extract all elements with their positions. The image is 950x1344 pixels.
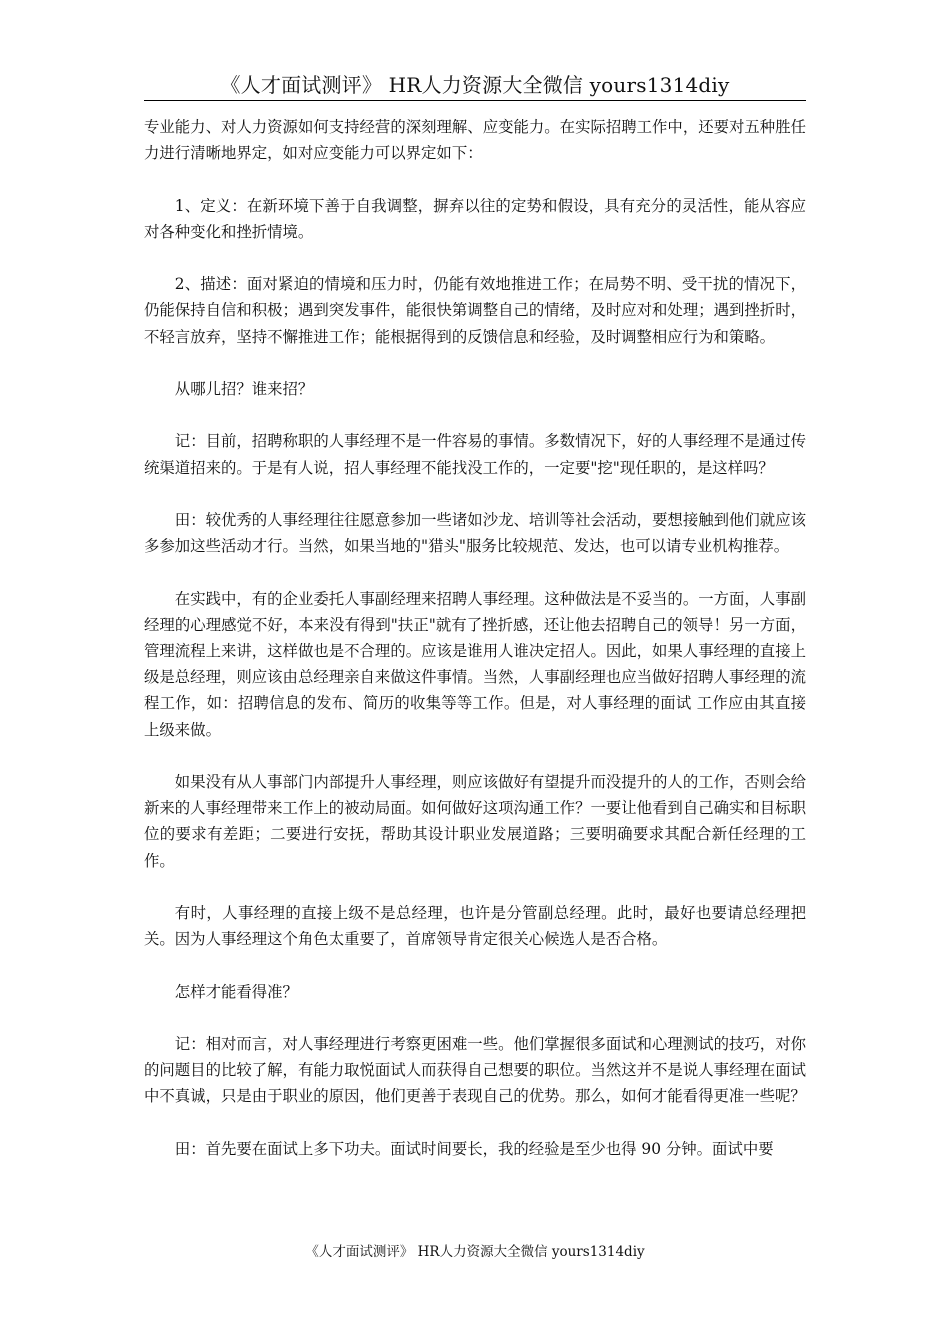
paragraph-definition: 1、定义：在新环境下善于自我调整，摒弃以往的定势和假设，具有充分的灵活性，能从容应对各种变化和挫折情境。 bbox=[144, 196, 806, 241]
paragraph-question-1: 记：目前，招聘称职的人事经理不是一件容易的事情。多数情况下，好的人事经理不是通过传统渠道招来的。于是有人说，招人事经理不能找没工作的，一定要"挖"现任职的，是这样吗？ bbox=[144, 432, 806, 477]
paragraph-practice: 在实践中，有的企业委托人事副经理来招聘人事经理。这种做法是不妥当的。一方面，人事副经理的心理感觉不好，本来没有得到"扶正"就有了挫折感，还让他去招聘自己的领导！另一方面，管理流程上来讲，这样做也是不合理的。应该是谁用人谁决定招人。因此，如果人事经理的直接上级是总经理，则应该由总经理亲自来做这件事情。当然，人事副经理也应当做好招聘人事经理的流程工作，如：招聘信息的发布、简历的收集等等工作。但是，对人事经理的面试 工作应由其直接上级来做。 bbox=[144, 589, 806, 739]
paragraph-answer-2: 田：首先要在面试上多下功夫。面试时间要长，我的经验是至少也得 90 分钟。面试中要 bbox=[174, 1139, 774, 1158]
section-heading-where-who: 从哪儿招？谁来招？ bbox=[174, 379, 314, 398]
header-title: 《人才面试测评》 HR人力资源大全微信 yours1314diy bbox=[220, 73, 730, 97]
paragraph-intro: 专业能力、对人力资源如何支持经营的深刻理解、应变能力。在实际招聘工作中，还要对五种胜任力进行清晰地界定，如对应变能力可以界定如下： bbox=[144, 118, 806, 163]
section-heading-accuracy: 怎样才能看得准？ bbox=[174, 982, 298, 1001]
paragraph-question-2: 记：相对而言，对人事经理进行考察更困难一些。他们掌握很多面试和心理测试的技巧，对你的问题目的比较了解，有能力取悦面试人而获得自己想要的职位。当然这并不是说人事经理在面试中不真诚，只是由于职业的原因，他们更善于表现自己的优势。那么，如何才能看得更准一些呢？ bbox=[144, 1034, 806, 1106]
paragraph-answer-1: 田：较优秀的人事经理往往愿意参加一些诸如沙龙、培训等社会活动，要想接触到他们就应该多参加这些活动才行。当然，如果当地的"猎头"服务比较规范、发达，也可以请专业机构推荐。 bbox=[144, 510, 806, 556]
paragraph-description: 2、描述：面对紧迫的情境和压力时，仍能有效地推进工作；在局势不明、受干扰的情况下，仍能保持自信和积极；遇到突发事件，能很快第调整自己的情绪，及时应对和处理；遇到挫折时，不轻言放弃，坚持不懈推进工作；能根据得到的反馈信息和经验，及时调整相应行为和策略。 bbox=[144, 275, 806, 346]
paragraph-internal-promotion: 如果没有从人事部门内部提升人事经理，则应该做好有望提升而没提升的人的工作，否则会给新来的人事经理带来工作上的被动局面。如何做好这项沟通工作？一要让他看到自己确实和目标职位的要求有差距；二要进行安抚，帮助其设计职业发展道路；三要明确要求其配合新任经理的工作。 bbox=[144, 772, 806, 870]
paragraph-supervisor: 有时，人事经理的直接上级不是总经理，也许是分管副总经理。此时，最好也要请总经理把关。因为人事经理这个角色太重要了，首席领导肯定很关心候选人是否合格。 bbox=[144, 903, 806, 949]
page-header bbox=[144, 70, 806, 101]
page-footer bbox=[0, 1243, 950, 1261]
footer-text: 《人才面试测评》 HR人力资源大全微信 yours1314diy bbox=[305, 1244, 645, 1260]
document-body bbox=[144, 114, 806, 1162]
